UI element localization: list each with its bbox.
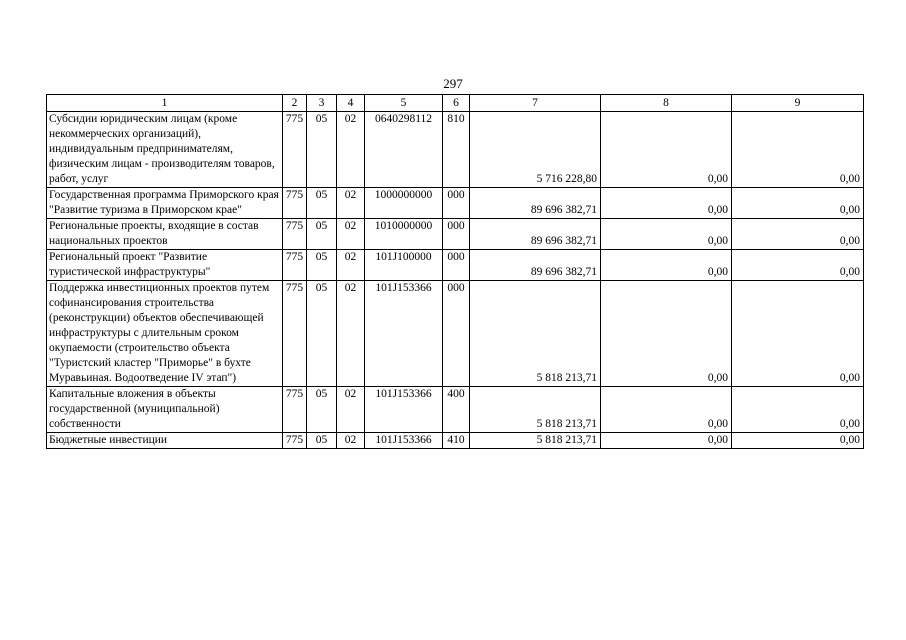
row-name-cell: Региональный проект "Развитие туристической инфраструктуры" <box>47 250 283 281</box>
row-name-cell: Бюджетные инвестиции <box>47 433 283 449</box>
admin-code-cell: 775 <box>283 433 307 449</box>
subsection-cell: 02 <box>337 219 365 250</box>
target-article-cell: 1000000000 <box>365 188 443 219</box>
amount-col8-cell: 0,00 <box>601 250 732 281</box>
amount-col8-cell: 0,00 <box>601 112 732 188</box>
subsection-cell: 02 <box>337 433 365 449</box>
column-header: 7 <box>470 95 601 112</box>
section-cell: 05 <box>307 188 337 219</box>
amount-col8-cell: 0,00 <box>601 433 732 449</box>
amount-col9-cell: 0,00 <box>732 387 864 433</box>
table-header-row <box>47 95 864 112</box>
admin-code-cell: 775 <box>283 188 307 219</box>
column-header: 2 <box>283 95 307 112</box>
amount-col7-cell: 89 696 382,71 <box>470 219 601 250</box>
table-row <box>47 188 864 219</box>
page-number: 297 <box>443 76 463 91</box>
section-cell: 05 <box>307 112 337 188</box>
admin-code-cell: 775 <box>283 281 307 387</box>
column-header: 9 <box>732 95 864 112</box>
table-row <box>47 433 864 449</box>
table-row <box>47 112 864 188</box>
amount-col8-cell: 0,00 <box>601 219 732 250</box>
expense-type-cell: 400 <box>443 387 470 433</box>
subsection-cell: 02 <box>337 112 365 188</box>
expense-type-cell: 000 <box>443 219 470 250</box>
column-header: 6 <box>443 95 470 112</box>
subsection-cell: 02 <box>337 188 365 219</box>
row-name-cell: Капитальные вложения в объекты государственной (муниципальной) собственности <box>47 387 283 433</box>
row-name-cell: Поддержка инвестиционных проектов путем софинансирования строительства (реконструкции) объектов обеспечивающей инфраструктуры с длительным сроком окупаемости (строительство объекта "Туристский кластер "Приморье" в бухте Муравьиная. Водоотведение IV этап") <box>47 281 283 387</box>
section-cell: 05 <box>307 219 337 250</box>
admin-code-cell: 775 <box>283 387 307 433</box>
section-cell: 05 <box>307 250 337 281</box>
expense-type-cell: 810 <box>443 112 470 188</box>
target-article-cell: 101J153366 <box>365 433 443 449</box>
target-article-cell: 1010000000 <box>365 219 443 250</box>
admin-code-cell: 775 <box>283 250 307 281</box>
column-header: 1 <box>47 95 283 112</box>
amount-col7-cell: 5 818 213,71 <box>470 433 601 449</box>
amount-col7-cell: 5 818 213,71 <box>470 387 601 433</box>
amount-col9-cell: 0,00 <box>732 433 864 449</box>
amount-col7-cell: 89 696 382,71 <box>470 188 601 219</box>
target-article-cell: 101J153366 <box>365 387 443 433</box>
column-header: 4 <box>337 95 365 112</box>
expense-type-cell: 000 <box>443 281 470 387</box>
expense-type-cell: 410 <box>443 433 470 449</box>
amount-col9-cell: 0,00 <box>732 112 864 188</box>
target-article-cell: 101J100000 <box>365 250 443 281</box>
section-cell: 05 <box>307 387 337 433</box>
subsection-cell: 02 <box>337 281 365 387</box>
amount-col9-cell: 0,00 <box>732 281 864 387</box>
admin-code-cell: 775 <box>283 112 307 188</box>
table-row <box>47 250 864 281</box>
section-cell: 05 <box>307 433 337 449</box>
expense-type-cell: 000 <box>443 250 470 281</box>
admin-code-cell: 775 <box>283 219 307 250</box>
amount-col9-cell: 0,00 <box>732 250 864 281</box>
row-name-cell: Государственная программа Приморского края "Развитие туризма в Приморском крае" <box>47 188 283 219</box>
column-header: 3 <box>307 95 337 112</box>
amount-col9-cell: 0,00 <box>732 219 864 250</box>
amount-col7-cell: 5 716 228,80 <box>470 112 601 188</box>
column-header: 8 <box>601 95 732 112</box>
expense-type-cell: 000 <box>443 188 470 219</box>
amount-col8-cell: 0,00 <box>601 188 732 219</box>
table-row <box>47 281 864 387</box>
amount-col7-cell: 89 696 382,71 <box>470 250 601 281</box>
target-article-cell: 101J153366 <box>365 281 443 387</box>
subsection-cell: 02 <box>337 250 365 281</box>
table-row <box>47 387 864 433</box>
target-article-cell: 0640298112 <box>365 112 443 188</box>
amount-col9-cell: 0,00 <box>732 188 864 219</box>
row-name-cell: Субсидии юридическим лицам (кроме некоммерческих организаций), индивидуальным предпринимателям, физическим лицам - производителям товаров, работ, услуг <box>47 112 283 188</box>
budget-table <box>46 94 864 449</box>
row-name-cell: Региональные проекты, входящие в состав национальных проектов <box>47 219 283 250</box>
subsection-cell: 02 <box>337 387 365 433</box>
amount-col7-cell: 5 818 213,71 <box>470 281 601 387</box>
column-header: 5 <box>365 95 443 112</box>
amount-col8-cell: 0,00 <box>601 387 732 433</box>
table-row <box>47 219 864 250</box>
section-cell: 05 <box>307 281 337 387</box>
amount-col8-cell: 0,00 <box>601 281 732 387</box>
